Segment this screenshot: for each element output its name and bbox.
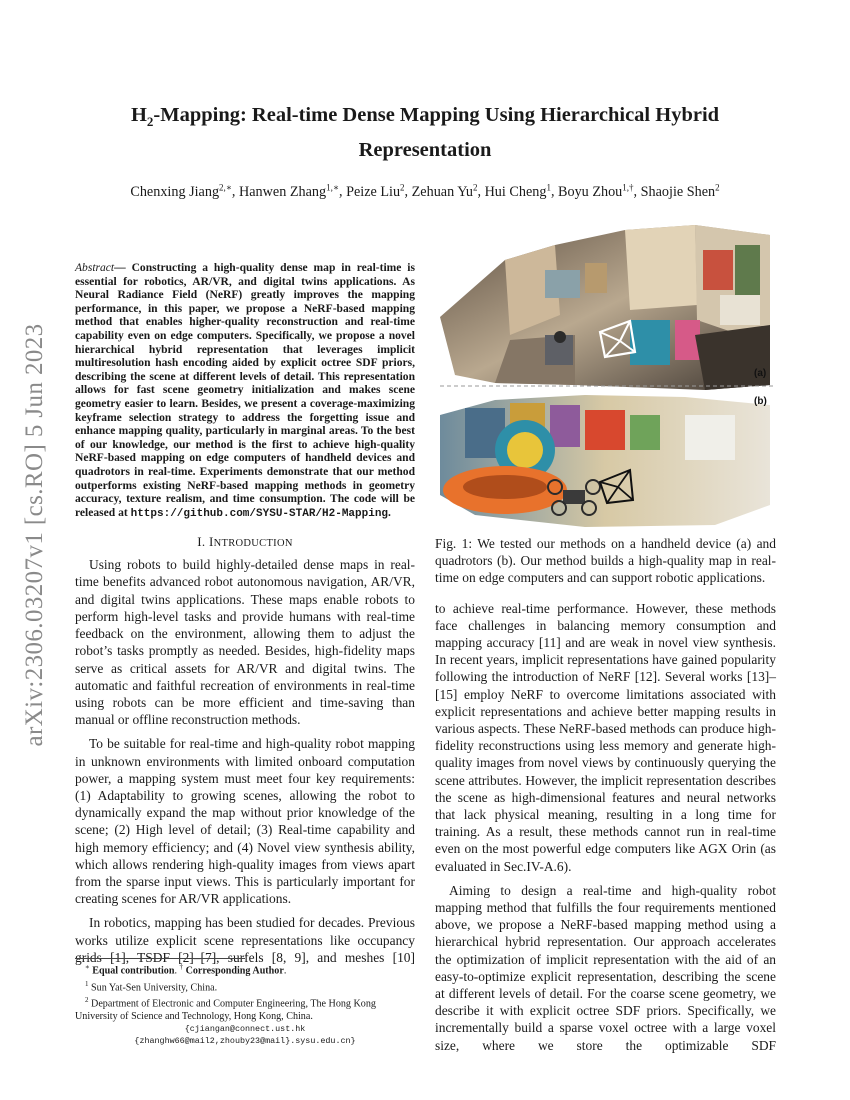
author: Hui Cheng$^1$ [484, 182, 551, 200]
body-paragraph: to achieve real-time performance. However, these methods face challenges in balancing memory consumption and mapping accuracy [11] and are weak in novel view synthesis. In recent years, implicit representations have gained popularity following the introduction of NeRF [12]. Several works [13]–[15] employ NeRF to overcome limitations associated with explicit representations and achieve better mapping results in various aspects. These NeRF-based methods can produce high-fidelity reconstructions using less memory and generate high-quality images from novel views by continuously querying the scene attributes. However, the implicit representation describes the scene as high-dimensional features and neural networks that lack physical meaning, resulting in a long time for training. As a result, these methods cannot run in real-time even on the most powerful edge computers like AGX Orin (as evaluated in Sec.IV-A.6). [435, 600, 776, 874]
author-list: Chenxing Jiang$^{2,∗}$, Hanwen Zhang$^{1,∗}$, Peize Liu$^2$, Zehuan Yu$^2$, Hui Cheng$^1$, Boyu Zhou$^{1,\dagger}$, Shaojie Shen$^2$ [130, 182, 720, 200]
title-prefix: H [130, 104, 147, 126]
abstract-text: Constructing a high-quality dense map in real-time is essential for robotics, AR/VR, and digital twins applications. As Neural Radiance Field (NeRF) greatly improves the mapping performance, in this paper, we propose a NeRF-based mapping method that enables higher-quality reconstruction and real-time capability even on edge computers. Specifically, we propose a novel hierarchical hybrid representation that leverages implicit multiresolution hash encoding aided by explicit octree SDF priors, describing the scene at different levels of detail. This representation allows for fast scene geometry initialization and makes scene geometry easier to learn. Besides, we present a coverage-maximizing keyframe selection strategy to address the forgetting issue and enhance mapping quality, particularly in marginal areas. To the best of our knowledge, our method is the first to achieve high-quality NeRF-based mapping on edge computers of handheld devices and quadrotors in real-time. Experiments demonstrate that our method outperforms existing NeRF-based mapping methods in geometry accuracy, texture realism, and time consumption. The code will be released at [75, 262, 416, 519]
footnote-affiliation-1: $^1$ Sun Yat-Sen University, China. [85, 979, 218, 993]
body-paragraph: To be suitable for real-time and high-quality robot mapping in unknown environments with limited onboard computation power, a mapping system must meet four key requirements: (1) Adaptability to growing scenes, allowing the robot to dynamically expand the map without prior knowledge of the scene; (2) High level of detail; (3) Real-time capability and high memory efficiency; and (4) Novel view synthesis ability, which allows rendering high-quality images from views apart from the sparse input views. This is particularly important for creating scenes for AR/VR applications. [75, 736, 415, 907]
abstract: Abstract— Constructing a high-quality dense map in real-time is essential for robotics, AR/VR, and digital twins applications. As Neural Radiance Field (NeRF) greatly improves the mapping performance, in this paper, we propose a NeRF-based mapping method that enables higher-quality reconstruction and real-time capability even on edge computers. Specifically, we propose a novel hierarchical hybrid representation that leverages implicit multiresolution hash encoding aided by explicit octree SDF priors, describing the scene at different levels of detail. This representation allows for fast scene geometry initialization and makes scene geometry easier to learn. Besides, we present a coverage-maximizing keyframe selection strategy to address the forgetting issue and enhance mapping quality, particularly in marginal areas. To the best of our knowledge, our method is the first to achieve high-quality NeRF-based mapping on edge computers of handheld devices and quadrotors in real-time. Experiments demonstrate that our method outperforms existing NeRF-based mapping methods in geometry accuracy, texture realism, and time consumption. The code will be released at https://github.com/SYSU-STAR/H2-Mapping. [75, 262, 416, 520]
body-paragraph: In robotics, mapping has been studied for decades. Previous works utilize explicit scene representations like occupancy grids [1], TSDF [2]–[7], surfels [8, 9], and meshes [10] [75, 915, 415, 965]
footnote-divider [75, 958, 245, 959]
panel-label-b: (b) [754, 396, 767, 407]
author: Zehuan Yu$^2$ [411, 182, 478, 200]
room-reconstruction-panel-a [440, 225, 770, 390]
footnote-affiliation-2: $^2$ Department of Electronic and Computer Engineering, The Hong Kong University of Science and Technology, Hong Kong, China. [75, 996, 376, 1022]
left-column [75, 262, 415, 966]
title-subscript: 2 [146, 114, 154, 130]
body-paragraph: Using robots to build highly-detailed dense maps in real-time benefits advanced robot autonomous navigation, AR/VR, and digital twins applications. These maps enable robots to perform high-level tasks and provide humans with real-time feedback on the environment, allowing them to adjust the robot’s tasks promptly as needed. Besides, high-fidelity maps serve as critical assets for AR/VR and digital twins. The automatic and faithful recreation of environments in real-time using robots can be more efficient and time-saving than manual or offline reconstruction methods. [75, 557, 415, 728]
author: Peize Liu$^2$ [346, 182, 405, 200]
panel-label-a: (a) [754, 368, 767, 379]
figure-1-image [435, 225, 776, 527]
title-rest: -Mapping: Real-time Dense Mapping Using Hierarchical Hybrid Representation [153, 104, 720, 162]
paper-title [70, 101, 780, 164]
section-heading-introduction: I. INTRODUCTION [197, 534, 293, 550]
right-column [435, 225, 776, 1054]
figure-1-caption: Fig. 1: We tested our methods on a handheld device (a) and quadrotors (b). Our method builds a high-quality map in real-time on edge computers and can support robotic applications. [435, 536, 776, 586]
body-paragraph: Aiming to design a real-time and high-quality robot mapping method that fulfills the four requirements mentioned above, we propose a NeRF-based mapping method using a hierarchical hybrid representation. Our approach accelerates the optimization of implicit representation with the aid of an easy-to-optimize explicit representation, describing the scene at different levels of detail. For the coarse scene geometry, we describe it with explicit octree SDF priors. Specifically, we incrementally build a sparse voxel octree with a large voxel size, where we store the optimizable SDF [435, 882, 776, 1053]
footnotes [75, 961, 415, 1047]
quadrotor-scene-panel-b [440, 395, 770, 527]
footnote-emails: {cjiangan@connect.ust.hk {zhanghw66@mail2,zhouby23@mail}.sysu.edu.cn} [134, 1023, 356, 1047]
footnote-contribution: ∗ Equal contribution. † Corresponding Author. [85, 963, 287, 977]
arxiv-identifier: arXiv:2306.03207v1 [cs.RO] 5 Jun 2023 [21, 323, 48, 747]
code-url-link[interactable]: https://github.com/SYSU-STAR/H2-Mapping [130, 507, 389, 520]
author: Chenxing Jiang$^{2,∗}$ [130, 182, 232, 200]
author: Boyu Zhou$^{1,\dagger}$ [558, 182, 634, 200]
figure-1 [435, 225, 776, 527]
abstract-label: Abstract [75, 262, 115, 274]
author: Shaojie Shen$^2$ [640, 182, 720, 200]
author: Hanwen Zhang$^{1,∗}$ [239, 182, 339, 200]
arxiv-sidebar [20, 290, 50, 780]
